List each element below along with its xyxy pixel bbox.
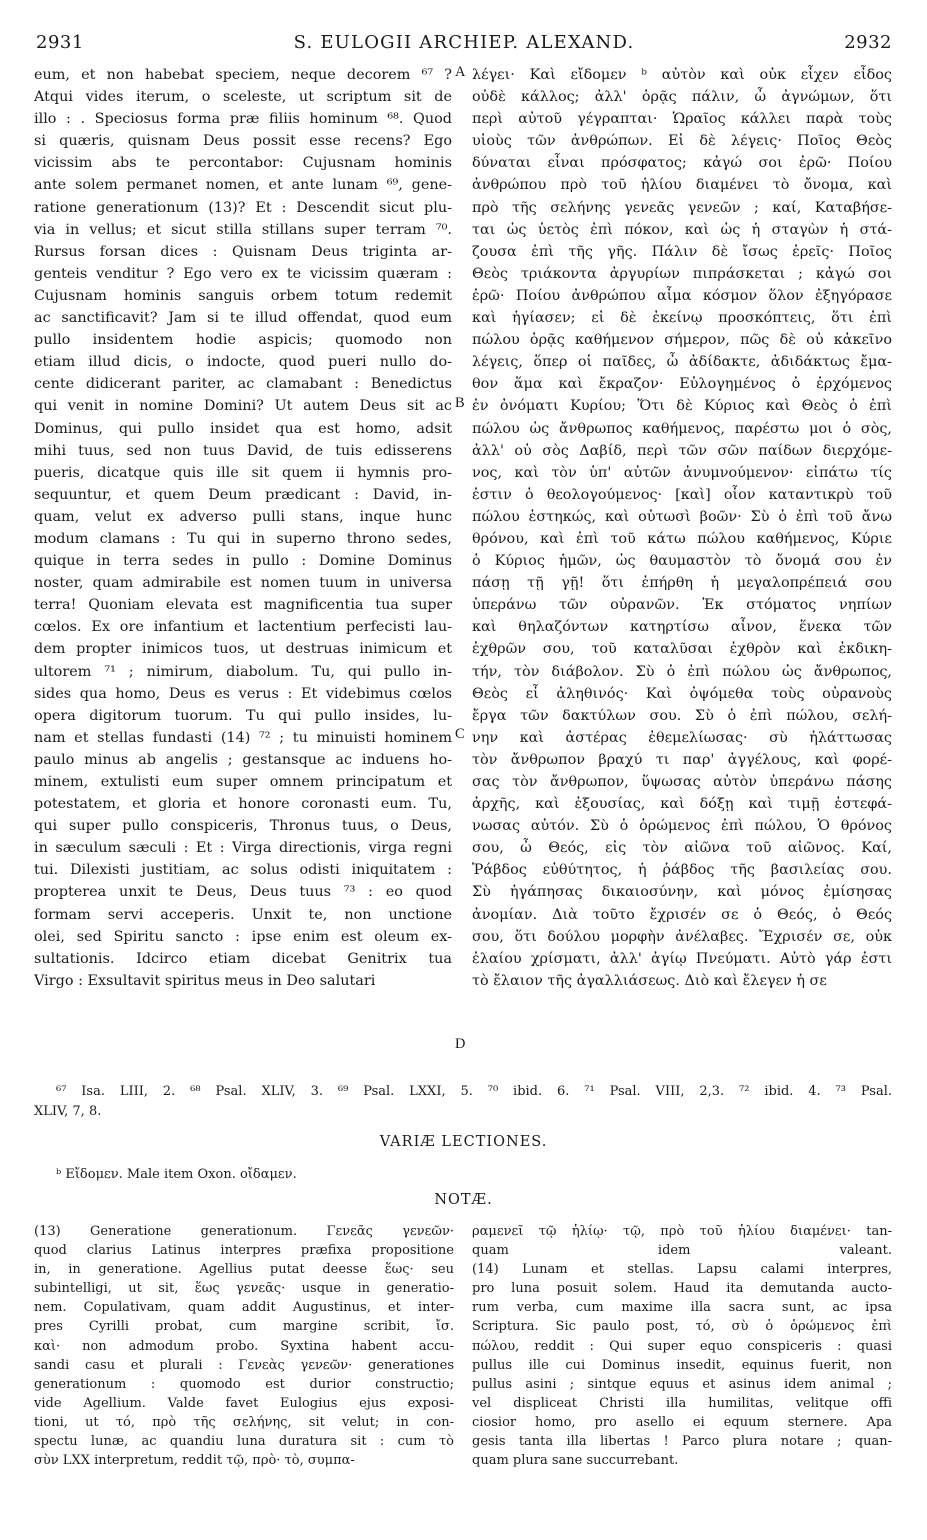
note-line: quam idem valeant.	[472, 1243, 892, 1259]
note-line: ciosior homo, pro asello ei equum sternere. Apa	[472, 1414, 892, 1430]
latin-text-line: opera digitorum tuorum. Tu qui pullo insides, lu-	[34, 707, 452, 724]
greek-text-line: λέγεις, ὅπερ οἱ παῖδες, ὦ ἀδίδακτε, ἀδιδάκτως ἔμα-	[472, 354, 892, 371]
note-line: καὶ· non admodum probo. Syxtina habent accu-	[34, 1338, 454, 1354]
notes-left-column	[34, 1222, 454, 1470]
greek-text-line: σου, ὅτι δούλου μορφὴν ἀνέλαβες. Ἔχρισέν σε, οὐκ	[472, 928, 892, 945]
footnote-line: ⁶⁷ Isa. LIII, 2. ⁶⁸ Psal. XLIV, 3. ⁶⁹ Psal. LXXI, 5. ⁷⁰ ibid. 6. ⁷¹ Psal. VIII, 2,3. ⁷² ibid. 4. ⁷³ Psal.	[56, 1084, 892, 1099]
latin-text-line: via in vellus; et sicut stilla stillans super terram ⁷⁰.	[34, 221, 452, 238]
note-line: Scriptura. Sic paulo post, τό, σὺ ὁ ὁρώμενος ἐπὶ	[472, 1319, 892, 1335]
note-line: quod clarius Latinus interpres præfixa propositione	[34, 1243, 454, 1259]
page-number-right: 2932	[844, 32, 892, 53]
note-line: generationum : quomodo est durior constructio;	[34, 1376, 454, 1392]
latin-text-line: ante solem permanet nomen, et ante lunam ⁶⁹, gene-	[34, 177, 452, 194]
greek-text-line: ἐστιν ὁ θεολογούμενος· [καὶ] οἷον καταντικρὺ τοῦ	[472, 486, 892, 503]
greek-text-line: ὁ Κύριος ἡμῶν, ὡς θαυμαστὸν τὸ ὄνομά σου ἐν	[472, 553, 892, 570]
margin-mark-d: D	[455, 1036, 466, 1052]
latin-text-line: ratione generationum (13)? Et : Descendit sicut plu-	[34, 199, 452, 216]
greek-text-line: θρόνου, καὶ ἐπὶ τοῦ κάτω πώλου καθήμενος, Κύριε	[472, 530, 892, 547]
greek-text-line: σου, ὦ Θεός, εἰς τὸν αἰῶνα τοῦ αἰῶνος. Καί,	[472, 840, 892, 857]
latin-text-line: olei, sed Spiritu sancto : ipse enim est oleum ex-	[34, 928, 452, 945]
latin-text-line: eum, et non habebat speciem, neque decorem ⁶⁷ ?	[34, 67, 452, 83]
footnotes-continued	[34, 1102, 334, 1122]
note-line: tioni, ut τό, πρὸ τῆς σελήνης, sit velut; in con-	[34, 1414, 454, 1430]
page-number-left: 2931	[36, 32, 84, 53]
latin-text-line: mihi tuus, sed non tuus David, de tuis edisserens	[34, 442, 452, 459]
greek-text-line: ζουσα ἐπὶ τῆς γῆς. Πάλιν δὲ ἴσως ἐρεῖς· Ποῖος	[472, 243, 892, 260]
greek-text-line: ἐχθρῶν σου, τοῦ καταλῦσαι ἐχθρὸν καὶ ἐκδικη-	[472, 641, 892, 658]
footnotes	[56, 1082, 892, 1102]
latin-text-line: sides qua homo, Deus es verus : Et videbimus cœlos	[34, 685, 452, 702]
greek-text-line: οὐδὲ κάλλος; ἀλλ' ὁρᾷς πάλιν, ὦ ἀγνώμων, ὅτι	[472, 89, 892, 106]
latin-text-line: etiam illud dicis, o indocte, quod pueri nullo do-	[34, 354, 452, 371]
note-line: in, in generatione. Agellius putat deesse ἕως· seu	[34, 1262, 454, 1278]
greek-text-line: πώλου ὡς ἄνθρωπος καθήμενος, παρέστω μοι ὁ σὸς,	[472, 420, 892, 437]
note-line: πώλου, reddit : Qui super equo conspiceris : quasi	[472, 1338, 892, 1354]
latin-text-line: terra! Quoniam elevata est magnificentia tua super	[34, 597, 452, 614]
greek-text-line: ἀρχῆς, καὶ ἐξουσίας, καὶ δόξῃ καὶ τιμῇ ἐστεφά-	[472, 796, 892, 813]
greek-text-line: νος, καὶ τὸν ὑπ' αὐτῶν ἀνυμνούμενον· εἰπάτω τίς	[472, 464, 892, 481]
greek-text-line: Σὺ ἠγάπησας δικαιοσύνην, καὶ μόνος ἐμίσησας	[472, 884, 892, 901]
greek-text-line: ἐρῶ· Ποίου ἀνθρώπου αἷμα κόσμον ὅλον ἐξηγόρασε	[472, 287, 892, 304]
latin-text-column	[34, 64, 452, 992]
greek-text-line: ἀνομίαν. Διὰ τοῦτο ἔχρισέν σε ὁ Θεός, ὁ Θεός	[472, 906, 892, 923]
latin-text-line: potestatem, et gloria et honore coronasti eum. Tu,	[34, 796, 452, 813]
latin-text-line: in sæculum sæculi : Et : Virga directionis, virga regni	[34, 840, 452, 857]
note-line: subintelligi, ut sit, ἕως γενεᾶς· usque in generatio-	[34, 1281, 454, 1297]
page-header	[36, 32, 892, 58]
latin-text-line: noster, quam admirabile est nomen tuum in universa	[34, 575, 452, 592]
margin-mark-c: C	[455, 726, 465, 742]
note-line: sandi casu et plurali : Γενεὰς γενεῶν· generationes	[34, 1357, 454, 1373]
latin-text-line: Atqui vides iterum, o sceleste, ut scriptum sit de	[34, 89, 452, 106]
latin-text-line: cente didicerant pariter, ac clamabant : Benedictus	[34, 376, 452, 393]
greek-text-line: ὑπεράνω τῶν οὐρανῶν. Ἐκ στόματος νηπίων	[472, 597, 892, 614]
greek-text-line: πρὸ τῆς σελήνης γενεᾶς γενεῶν ; καί, Καταβήσε-	[472, 199, 892, 216]
greek-text-line: νην καὶ ἀστέρας ἐθεμελίωσας· σὺ ἠλάττωσας	[472, 729, 892, 746]
latin-text-line: cœlos. Ex ore infantium et lactentium perfecisti lau-	[34, 619, 452, 636]
latin-text-line: modum clamans : Tu qui in superno throno sedes,	[34, 530, 452, 547]
greek-text-column	[472, 64, 892, 992]
note-line: pres Cyrilli probat, cum margine scribit, ἴσ.	[34, 1319, 454, 1335]
latin-text-line: formam servi acceperis. Unxit te, non unctione	[34, 906, 452, 923]
latin-text-line: pueris, dicatque quis ille sit quem ii hymnis pro-	[34, 464, 452, 481]
greek-text-line: ται ὡς ὑετὸς ἐπὶ πόκον, καὶ ὡς ἡ σταγὼν ἡ στά-	[472, 221, 892, 238]
margin-mark-b: B	[455, 395, 465, 411]
latin-text-line: Cujusnam hominis sanguis orbem totum redemit	[34, 287, 452, 304]
greek-text-line: πάσῃ τῇ γῇ! ὅτι ἐπήρθη ἡ μεγαλοπρέπειά σου	[472, 575, 892, 592]
note-line: pro luna posuit solem. Haud ita demutanda aucto-	[472, 1281, 892, 1297]
latin-text-line: ultorem ⁷¹ ; nimirum, diabolum. Tu, qui pullo in-	[34, 663, 452, 680]
note-line: vide Agellium. Valde favet Eulogius ejus exposi-	[34, 1395, 454, 1411]
footnote-line: XLIV, 7, 8.	[34, 1104, 102, 1119]
latin-text-line: Rursus forsan dices : Quisnam Deus triginta ar-	[34, 243, 452, 260]
greek-text-line: περὶ αὐτοῦ γέγραπται· Ὡραῖος κάλλει παρὰ τοὺς	[472, 111, 892, 128]
greek-text-line: Θεὸς εἶ ἀληθινός· Καὶ ὀψόμεθα τοὺς οὐρανοὺς	[472, 685, 892, 702]
latin-text-line: si quæris, quisnam Deus possit esse recens? Ego	[34, 133, 452, 150]
greek-text-line: τὸ ἔλαιον τῆς ἀγαλλιάσεως. Διὸ καὶ ἔλεγεν ἡ σε	[472, 972, 827, 989]
latin-text-line: sequuntur, et quem Deum prædicant : David, in-	[34, 486, 452, 503]
greek-text-line: καὶ ἡγίασεν; εἰ δὲ ἐκείνῳ προσκόπτεις, ὅτι ἐπὶ	[472, 310, 892, 327]
greek-text-line: ἐλαίου χρίσματι, ἀλλ' ἁγίῳ Πνεύματι. Αὐτὸ γάρ ἐστι	[472, 950, 892, 967]
latin-text-line: dem propter inimicos tuos, ut destruas inimicum et	[34, 641, 452, 658]
latin-text-line: genteis venditur ? Ego vero ex te vicissim quæram :	[34, 265, 452, 282]
variae-lectiones-text: ᵇ Εἴδομεν. Male item Oxon. οἴδαμεν.	[56, 1167, 297, 1182]
latin-text-line: qui super pullo conspiceris, Thronus tuus, o Deus,	[34, 818, 452, 835]
note-line: σὺν LXX interpretum, reddit τῷ, πρὸ· τὸ, συμπα-	[34, 1453, 355, 1469]
margin-mark-a: A	[455, 64, 466, 80]
greek-text-line: δύναται εἶναι πρόσφατος; κἀγώ σοι ἐρῶ· Ποίου	[472, 155, 892, 172]
note-line: pullus asini ; sintque equus et asinus idem animal ;	[472, 1376, 892, 1392]
latin-text-line: quam, velut ex adverso pulli stans, inque hunc	[34, 508, 452, 525]
running-title: S. EULOGII ARCHIEP. ALEXAND.	[293, 32, 635, 53]
greek-text-line: Ῥάβδος εὐθύτητος, ἡ ῥάβδος τῆς βασιλείας σου.	[472, 862, 892, 879]
latin-text-line: pullo insidentem hodie aspicis; quomodo non	[34, 332, 452, 349]
greek-text-line: Θεὸς τριάκοντα ἀργυρίων πιπράσκεται ; κἀγώ σοι	[472, 265, 892, 282]
note-line: pullus ille cui Dominus insedit, equinus fuerit, non	[472, 1357, 892, 1373]
note-line: (13) Generatione generationum. Γενεᾶς γενεῶν·	[34, 1224, 454, 1239]
note-line: gesis tanta illa libertas ! Parco plura notare ; quan-	[472, 1434, 892, 1450]
note-line: rum verba, cum maxime illa sacra sunt, ac ipsa	[472, 1300, 892, 1316]
greek-text-line: υἱοὺς τῶν ἀνθρώπων. Εἰ δὲ λέγεις· Ποῖος Θεὸς	[472, 133, 892, 150]
note-line: vel displiceat Christi illa humilitas, velitque offi	[472, 1395, 892, 1411]
greek-text-line: τὸν ἄνθρωπον βραχύ τι παρ' ἀγγέλους, καὶ φορέ-	[472, 751, 892, 768]
greek-text-line: λέγει· Καὶ εἴδομεν ᵇ αὐτὸν καὶ οὐκ εἶχεν εἶδος	[472, 67, 892, 83]
greek-text-line: σας τὸν ἄνθρωπον, ὕψωσας αὐτὸν ὑπεράνω πάσης	[472, 774, 892, 790]
latin-text-line: Virgo : Exsultavit spiritus meus in Deo salutari	[34, 972, 376, 989]
greek-text-line: ἔργα τῶν δακτύλων σου. Σὺ ὁ ἐπὶ πώλου, σελή-	[472, 707, 892, 724]
greek-text-line: ἀλλ' οὐ σὸς Δαβίδ, περὶ τῶν σῶν παίδων διερχόμε-	[472, 442, 892, 459]
latin-text-line: vicissim abs te percontabor: Cujusnam hominis	[34, 155, 452, 172]
greek-text-line: πώλου ἑστηκώς, καὶ οὑτωσὶ βοῶν· Σὺ ὁ ἐπὶ τοῦ ἄνω	[472, 508, 892, 525]
greek-text-line: ἐν ὀνόματι Κυρίου; Ὅτι δὲ Κύριος καὶ Θεὸς ὁ ἐπὶ	[472, 398, 892, 415]
greek-text-line: πώλου ὁρᾷς καθήμενον σήμερον, πῶς δὲ οὐ κἀκεῖνο	[472, 332, 892, 349]
notes-right-column	[472, 1222, 892, 1470]
note-line: (14) Lunam et stellas. Lapsu calami interpres,	[472, 1262, 892, 1278]
latin-text-line: quique in terra sedes in pullo : Domine Dominus	[34, 553, 452, 570]
notae-heading: NOTÆ.	[434, 1192, 493, 1208]
latin-text-line: propterea unxit te Deus, Deus tuus ⁷³ : eo quod	[34, 884, 452, 901]
latin-text-line: illo : . Speciosus forma præ filiis hominum ⁶⁸. Quod	[34, 111, 452, 128]
variae-lectiones-heading: VARIÆ LECTIONES.	[379, 1134, 548, 1150]
greek-text-line: τήν, τὸν διάβολον. Σὺ ὁ ἐπὶ πώλου ὡς ἄνθρωπος,	[472, 663, 892, 680]
greek-text-line: ἀνθρώπου πρὸ τοῦ ἡλίου διαμένει τὸ ὄνομα, καὶ	[472, 177, 892, 194]
latin-text-line: minem, extulisti eum super omnem principatum et	[34, 774, 452, 790]
greek-text-line: καὶ θηλαζόντων κατηρτίσω αἶνον, ἕνεκα τῶν	[472, 619, 892, 636]
latin-text-line: nam et stellas fundasti (14) ⁷² ; tu minuisti hominem	[34, 729, 452, 746]
latin-text-line: qui venit in nomine Domini? Ut autem Deus sit ac	[34, 398, 452, 415]
latin-text-line: sultationis. Idcirco etiam dicebat Genitrix tua	[34, 950, 452, 967]
latin-text-line: ac sanctificavit? Jam si te illud offendat, quod eum	[34, 310, 452, 327]
note-line: spectu lunæ, ac quandiu luna duratura sit : cum τὸ	[34, 1434, 454, 1450]
note-line: ραμενεῖ τῷ ἡλίῳ· τῷ, πρὸ τοῦ ἡλίου διαμένει· tan-	[472, 1224, 892, 1239]
greek-text-line: θον ἅμα καὶ ἔκραζον· Εὐλογημένος ὁ ἐρχόμενος	[472, 376, 892, 393]
note-line: quam plura sane succurrebant.	[472, 1453, 679, 1469]
latin-text-line: Dominus, qui pullo insidet qua est homo, adsit	[34, 420, 452, 437]
latin-text-line: tui. Dilexisti justitiam, ac solus odisti iniquitatem :	[34, 862, 452, 879]
greek-text-line: νωσας αὐτόν. Σὺ ὁ ὁρώμενος ἐπὶ πώλου, Ὁ θρόνος	[472, 818, 892, 835]
note-line: nem. Copulativam, quam addit Augustinus, et inter-	[34, 1300, 454, 1316]
latin-text-line: paulo minus ab angelis ; gestansque ac induens ho-	[34, 751, 452, 768]
